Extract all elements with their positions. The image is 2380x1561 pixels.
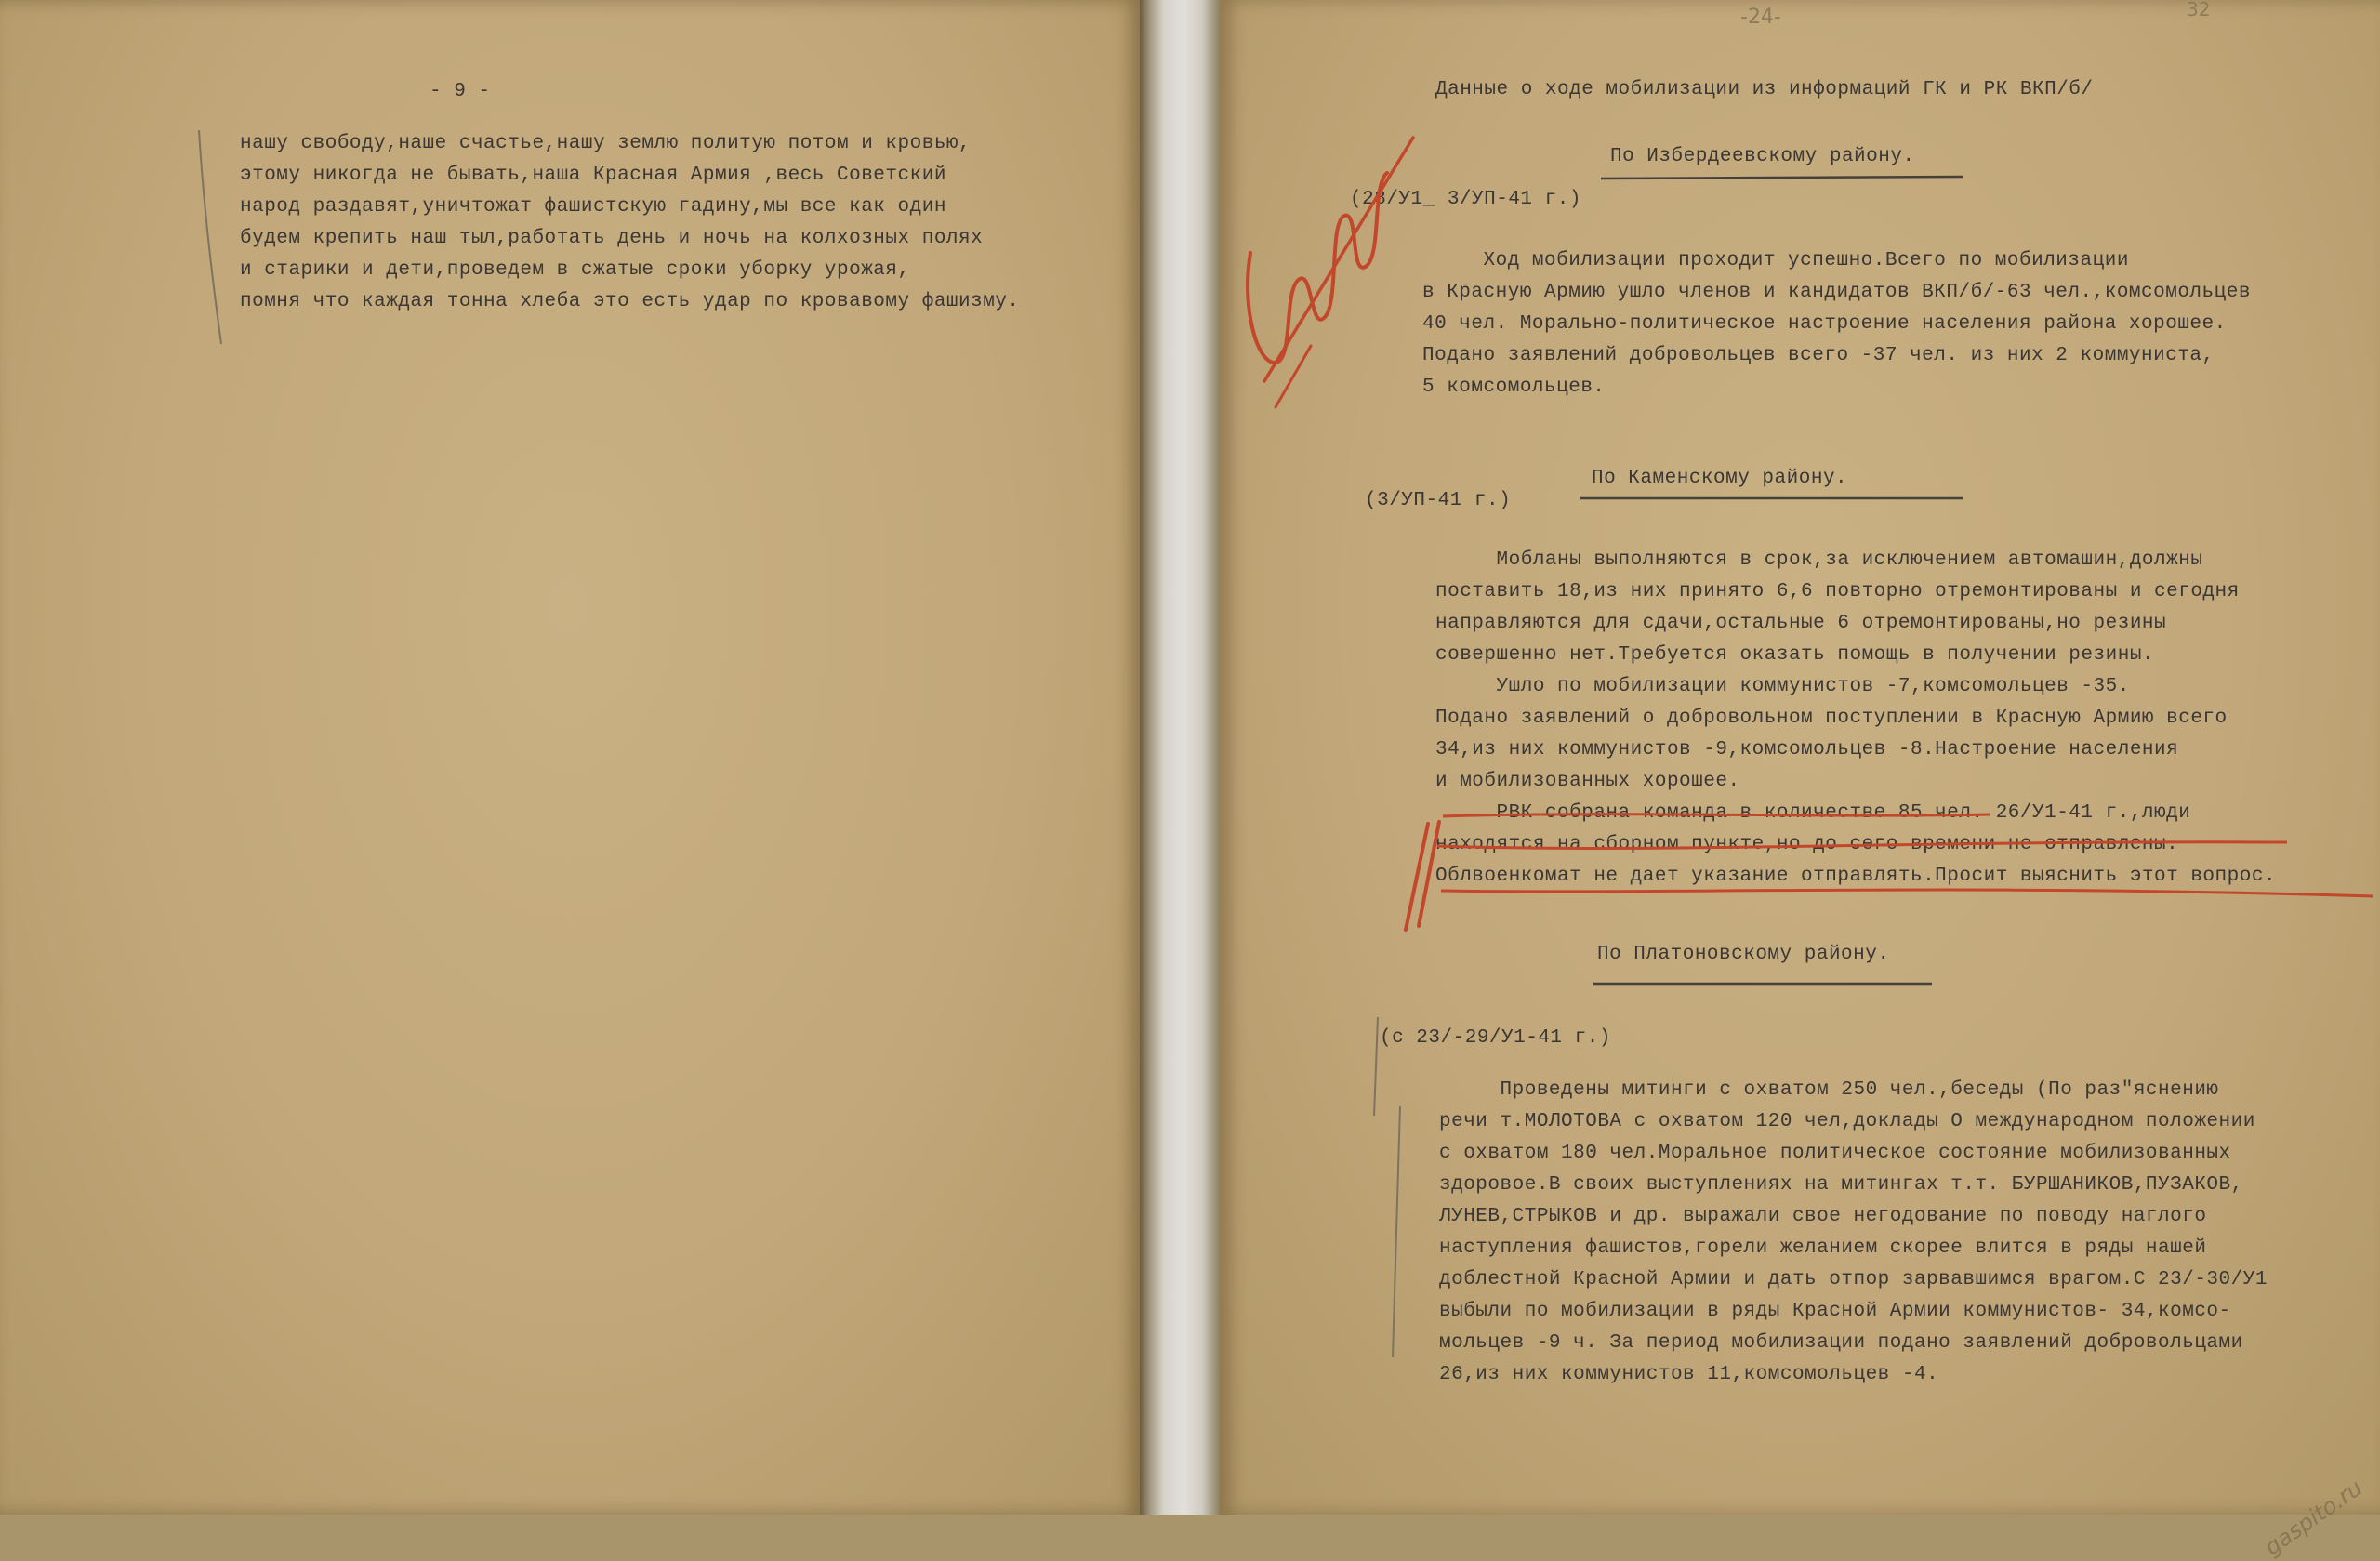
platonovsky-line-5: ЛУНЕВ,СТРЫКОВ и др. выражали свое негодование по поводу наглого [1439,1206,2207,1227]
top-folio: -24- [1740,6,1781,29]
izberdeevsky-line-5: 5 комсомольцев. [1422,377,1606,398]
platonovsky-line-1: Проведены митинги с охватом 250 чел.,беседы (По раз"яснению [1439,1079,2219,1101]
kamensky-line-10: находятся на сборном пункте,но до сего времени не отправлены. [1435,834,2179,855]
left-page [0,0,1140,1515]
left-line-1: нашу свободу,наше счастье,нашу землю политую потом и кровью, [240,133,972,154]
izberdeevsky-line-2: в Красную Армию ушло членов и кандидатов ВКП/б/-63 чел.,комсомольцев [1422,282,2251,303]
section-heading-izberdeevsky: По Избердеевскому району. [1610,146,1915,167]
platonovsky-line-10: 26,из них коммунистов 11,комсомольцев -4. [1439,1364,1939,1385]
kamensky-line-8: и мобилизованных хорошее. [1435,771,1740,792]
kamensky-line-1: Мобланы выполняются в срок,за исключением автомашин,должны [1435,549,2203,571]
platonovsky-line-2: речи т.МОЛОТОВА с охватом 120 чел,доклады О международном положении [1439,1111,2255,1132]
section-heading-kamensky: По Каменскому району. [1592,468,1848,489]
platonovsky-line-3: с охватом 180 чел.Моральное политическое состояние мобилизованных [1439,1143,2231,1164]
document-title: Данные о ходе мобилизации из информаций ГК и РК ВКП/б/ [1435,79,2094,100]
izberdeevsky-line-1: Ход мобилизации проходит успешно.Всего по мобилизации [1422,250,2129,271]
platonovsky-line-9: мольцев -9 ч. За период мобилизации подано заявлений добровольцами [1439,1332,2243,1354]
watermark: gaspito.ru [2259,1475,2367,1561]
kamensky-line-2: поставить 18,из них принято 6,6 повторно отремонтированы и сегодня [1435,581,2240,602]
kamensky-line-3: направляются для сдачи,остальные 6 отремонтированы,но резины [1435,613,2167,634]
left-line-6: помня что каждая тонна хлеба это есть удар по кровавому фашизму. [240,291,1020,312]
left-line-3: народ раздавят,уничтожат фашистскую гадину,мы все как один [240,196,946,218]
kamensky-line-7: 34,из них коммунистов -9,комсомольцев -8.Настроение населения [1435,739,2179,761]
left-line-2: этому никогда не бывать,наша Красная Армия ,весь Советский [240,165,946,186]
platonovsky-line-6: наступления фашистов,горели желанием скорее влится в ряды нашей [1439,1237,2207,1259]
left-page-number: - 9 - [430,81,491,102]
kamensky-line-5: Ушло по мобилизации коммунистов -7,комсомольцев -35. [1435,676,2130,697]
izberdeevsky-line-3: 40 чел. Морально-политическое настроение населения района хорошее. [1422,313,2227,335]
kamensky-line-11: Облвоенкомат не дает указание отправлять.Просит выяснить этот вопрос. [1435,866,2277,887]
left-line-5: и старики и дети,проведем в сжатые сроки уборку урожая, [240,259,910,281]
section-date-kamensky: (3/УП-41 г.) [1365,490,1512,511]
section-date-izberdeevsky: (28/У1_ 3/УП-41 г.) [1350,189,1581,210]
kamensky-line-6: Подано заявлений о добровольном поступлении в Красную Армию всего [1435,708,2228,729]
binding-gutter [1140,0,1220,1515]
section-date-platonovsky: (с 23/-29/У1-41 г.) [1380,1027,1611,1049]
platonovsky-line-8: выбыли по мобилизации в ряды Красной Армии коммунистов- 34,комсо- [1439,1301,2231,1322]
right-page [1220,0,2380,1561]
platonovsky-line-7: доблестной Красной Армии и дать отпор зарвавшимся врагом.С 23/-30/У1 [1439,1269,2268,1290]
section-heading-platonovsky: По Платоновскому району. [1597,944,1890,965]
kamensky-line-4: совершенно нет.Требуется оказать помощь в получении резины. [1435,644,2155,666]
left-line-4: будем крепить наш тыл,работать день и ночь на колхозных полях [240,228,984,249]
platonovsky-line-4: здоровое.В своих выступлениях на митингах т.т. БУРШАНИКОВ,ПУЗАКОВ, [1439,1174,2243,1196]
corner-folio: 32 [2187,0,2211,20]
izberdeevsky-line-4: Подано заявлений добровольцев всего -37 чел. из них 2 коммуниста, [1422,345,2215,366]
kamensky-line-9: РВК собрана команда в количестве 85 чел. 26/У1-41 г.,люди [1435,802,2191,824]
